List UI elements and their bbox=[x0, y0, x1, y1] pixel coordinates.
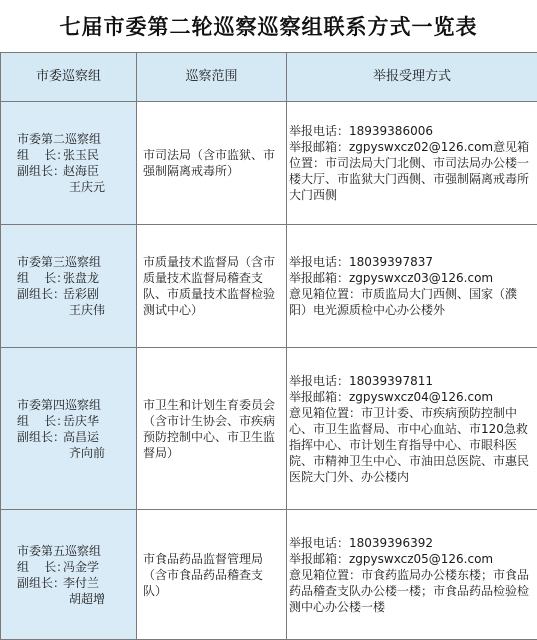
report-email: 举报邮箱：zgpyswxcz04@126.com bbox=[289, 389, 494, 404]
table-row bbox=[1, 348, 537, 510]
leader-key: 组 长： bbox=[17, 271, 69, 285]
report-email: 举报邮箱：zgpyswxcz02@126.com意见箱 bbox=[289, 140, 530, 154]
contact-cell bbox=[287, 510, 537, 640]
group-cell bbox=[1, 348, 137, 510]
deputy-name: 高昌运 bbox=[63, 429, 100, 444]
leader-name: 张玉民 bbox=[63, 148, 100, 162]
leader-key: 组 长： bbox=[17, 148, 69, 162]
contact-cell bbox=[287, 102, 537, 225]
deputy-name: 王庆元 bbox=[69, 180, 106, 194]
deputy-key: 副组长： bbox=[17, 429, 66, 444]
group-name: 市委第三巡察组 bbox=[17, 255, 102, 269]
leader-name: 岳庆华 bbox=[63, 413, 100, 428]
deputy-key: 副组长： bbox=[17, 164, 66, 178]
deputy-name: 胡超增 bbox=[69, 591, 106, 606]
title-bar bbox=[0, 0, 537, 52]
suggestion-box: 意见箱位置：市食药监局办公楼东楼；市食品药品稽查支队办公楼一楼；市食品药品检验检测中心办公楼一楼 bbox=[289, 567, 530, 614]
deputy-name: 赵海臣 bbox=[63, 164, 100, 178]
header-row bbox=[1, 53, 537, 102]
suggestion-box: 意见箱位置：市卫计委、市疾病预防控制中心、市卫生监督局、市中心血站、市120急救指挥中心、市计划生育指导中心、市眼科医院、市精神卫生中心、市油田总医院、市惠民医院大门外、办公楼内 bbox=[289, 405, 530, 484]
report-email: 举报邮箱：zgpyswxcz05@126.com bbox=[289, 551, 494, 566]
deputy-name: 王庆伟 bbox=[69, 303, 106, 317]
scope-cell: 市食品药品监督管理局（含市食品药品稽查支队） bbox=[137, 510, 287, 640]
report-phone: 举报电话：18939386006 bbox=[289, 124, 433, 138]
deputy-key: 副组长： bbox=[17, 575, 66, 590]
scope-cell: 市质量技术监督局（含市质量技术监督局稽查支队、市质量技术监督检验测试中心） bbox=[137, 225, 287, 348]
contact-cell bbox=[287, 225, 537, 348]
contact-cell bbox=[287, 348, 537, 510]
suggestion-box: 位置：市司法局大门北侧、市司法局办公楼一楼大厅、市监狱大门西侧、市强制隔离戒毒所大门西侧 bbox=[289, 156, 530, 202]
table-row bbox=[1, 225, 537, 348]
deputy-name: 齐向前 bbox=[69, 445, 106, 460]
group-cell bbox=[1, 102, 137, 225]
group-cell bbox=[1, 510, 137, 640]
deputy-name: 李付兰 bbox=[63, 575, 100, 590]
group-name: 市委第五巡察组 bbox=[17, 543, 102, 558]
leader-name: 张盘龙 bbox=[63, 271, 100, 285]
suggestion-box: 意见箱位置：市质监局大门西侧、国家（濮阳）电光源质检中心办公楼外 bbox=[289, 287, 518, 317]
group-cell bbox=[1, 225, 137, 348]
table-row bbox=[1, 102, 537, 225]
report-phone: 举报电话：18039397837 bbox=[289, 255, 433, 269]
report-email: 举报邮箱：zgpyswxcz03@126.com bbox=[289, 271, 494, 285]
leader-key: 组 长： bbox=[17, 559, 69, 574]
table-row bbox=[1, 510, 537, 640]
group-name: 市委第二巡察组 bbox=[17, 132, 102, 146]
contact-table bbox=[0, 52, 537, 640]
report-phone: 举报电话：18039396392 bbox=[289, 535, 433, 550]
scope-cell: 市司法局（含市监狱、市强制隔离戒毒所） bbox=[137, 102, 287, 225]
deputy-name: 岳彩剧 bbox=[63, 287, 100, 301]
page-title: 七届市委第二轮巡察巡察组联系方式一览表 bbox=[59, 15, 478, 39]
header-contact: 举报受理方式 bbox=[287, 53, 537, 102]
leader-name: 冯金学 bbox=[63, 559, 100, 574]
group-name: 市委第四巡察组 bbox=[17, 397, 102, 412]
scope-cell: 市卫生和计划生育委员会（含市计生协会、市疾病预防控制中心、市卫生监督局） bbox=[137, 348, 287, 510]
leader-key: 组 长： bbox=[17, 413, 69, 428]
report-phone: 举报电话：18039397811 bbox=[289, 373, 433, 388]
header-group: 市委巡察组 bbox=[1, 53, 137, 102]
deputy-key: 副组长： bbox=[17, 287, 66, 301]
header-scope: 巡察范围 bbox=[137, 53, 287, 102]
